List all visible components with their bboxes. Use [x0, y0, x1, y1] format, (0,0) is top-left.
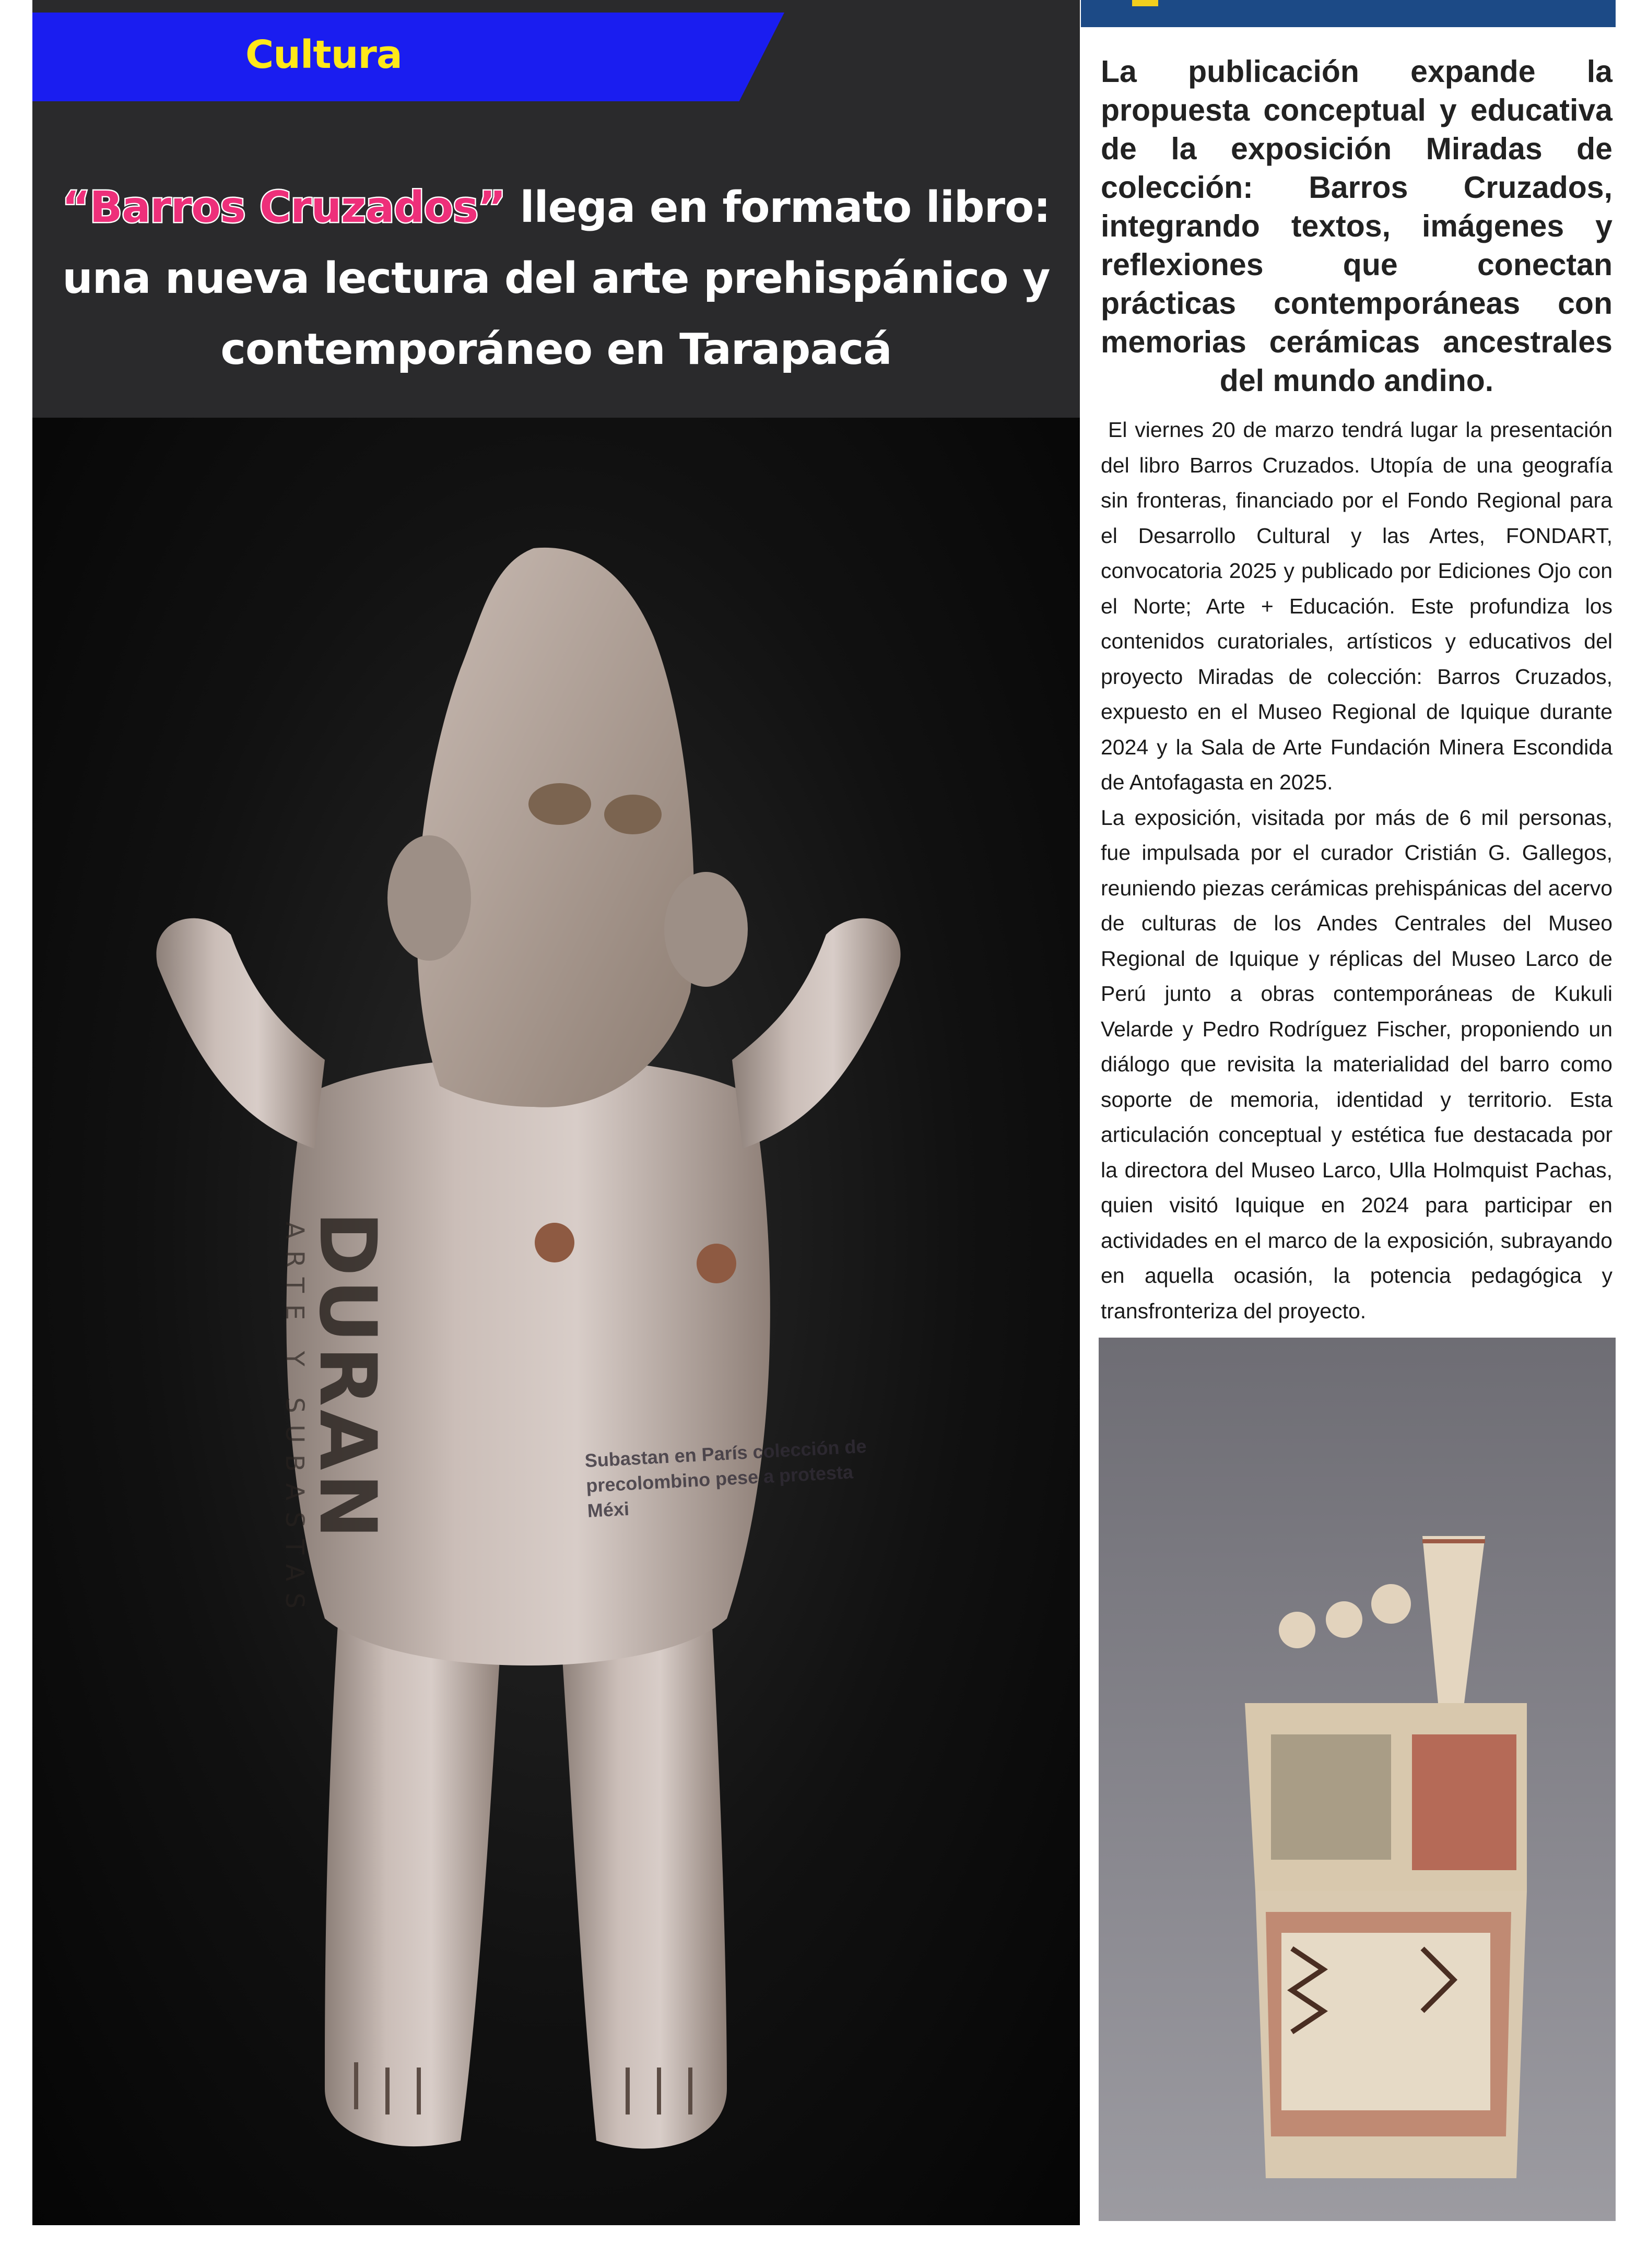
- top-color-strip: [1081, 0, 1616, 27]
- figure-newspaper-clipping: [584, 1434, 870, 1523]
- section-tab: [32, 13, 784, 101]
- clipping-line-2: precolombino pese a protesta: [585, 1461, 854, 1497]
- headline: [52, 172, 1060, 385]
- clipping-line-3: Méxi: [586, 1497, 630, 1522]
- figure-stamp-arte-subastas: ARTE Y SUBASTAS: [280, 1222, 309, 1620]
- top-strip-accent: [1132, 0, 1158, 6]
- section-label: Cultura: [245, 32, 402, 77]
- lead-paragraph: La publicación expande la propuesta conceptual y educativa de la exposición Miradas de colección: Barros Cruzados, integrando textos, imágenes y reflexiones que conectan prácticas contemporáneas con memorias cerámicas ancestrales del mundo andino.: [1101, 54, 1612, 398]
- headline-highlight: “Barros Cruzados”: [62, 183, 505, 232]
- hero-photo: [32, 418, 1080, 2225]
- body-paragraph-1: El viernes 20 de marzo tendrá lugar la presentación del libro Barros Cruzados. Utopía de una geografía sin fronteras, financiado por el Fondo Regional para el Desarrollo Cultural y las Artes, FONDART, convocatoria 2025 y publicado por Ediciones Ojo con el Norte; Arte + Educación. Este profundiza los contenidos curatoriales, artísticos y educativos del proyecto Miradas de colección: Barros Cruzados, expuesto en el Museo Regional de Iquique durante 2024 y la Sala de Arte Fundación Minera Escondida de Antofagasta en 2025.: [1101, 418, 1612, 794]
- body-paragraph-2: La exposición, visitada por más de 6 mil personas, fue impulsada por el curador Cristián G. Gallegos, reuniendo piezas cerámicas prehispánicas del acervo de culturas de los Andes Centrales del Museo Regional de Iquique y réplicas del Museo Larco de Perú junto a obras contemporáneas de Kukuli Velarde y Pedro Rodríguez Fischer, proponiendo un diálogo que revisita la materialidad del barro como soporte de memoria, identidad y territorio. Esta articulación conceptual y estética fue destacada por la directora del Museo Larco, Ulla Holmquist Pachas, quien visitó Iquique en 2024 para participar en actividades en el marco de la exposición, subrayando en aquella ocasión, la potencia pedagógica y transfronteriza del proyecto.: [1101, 805, 1612, 1323]
- ceramic-figure-illustration: [32, 418, 1080, 2225]
- figure-stamp-duran: DURAN: [302, 1211, 393, 1542]
- headline-line2: una nueva lectura del arte prehispánico y: [62, 254, 1050, 303]
- headline-line1-rest: llega en formato libro:: [505, 183, 1051, 232]
- ceramic-vessel-illustration: [1099, 1338, 1616, 2221]
- article-body: [1101, 412, 1612, 1329]
- clipping-line-1: Subastan en París colección de: [584, 1435, 867, 1472]
- vessel-photo: [1099, 1338, 1616, 2221]
- headline-line3: contemporáneo en Tarapacá: [220, 325, 892, 374]
